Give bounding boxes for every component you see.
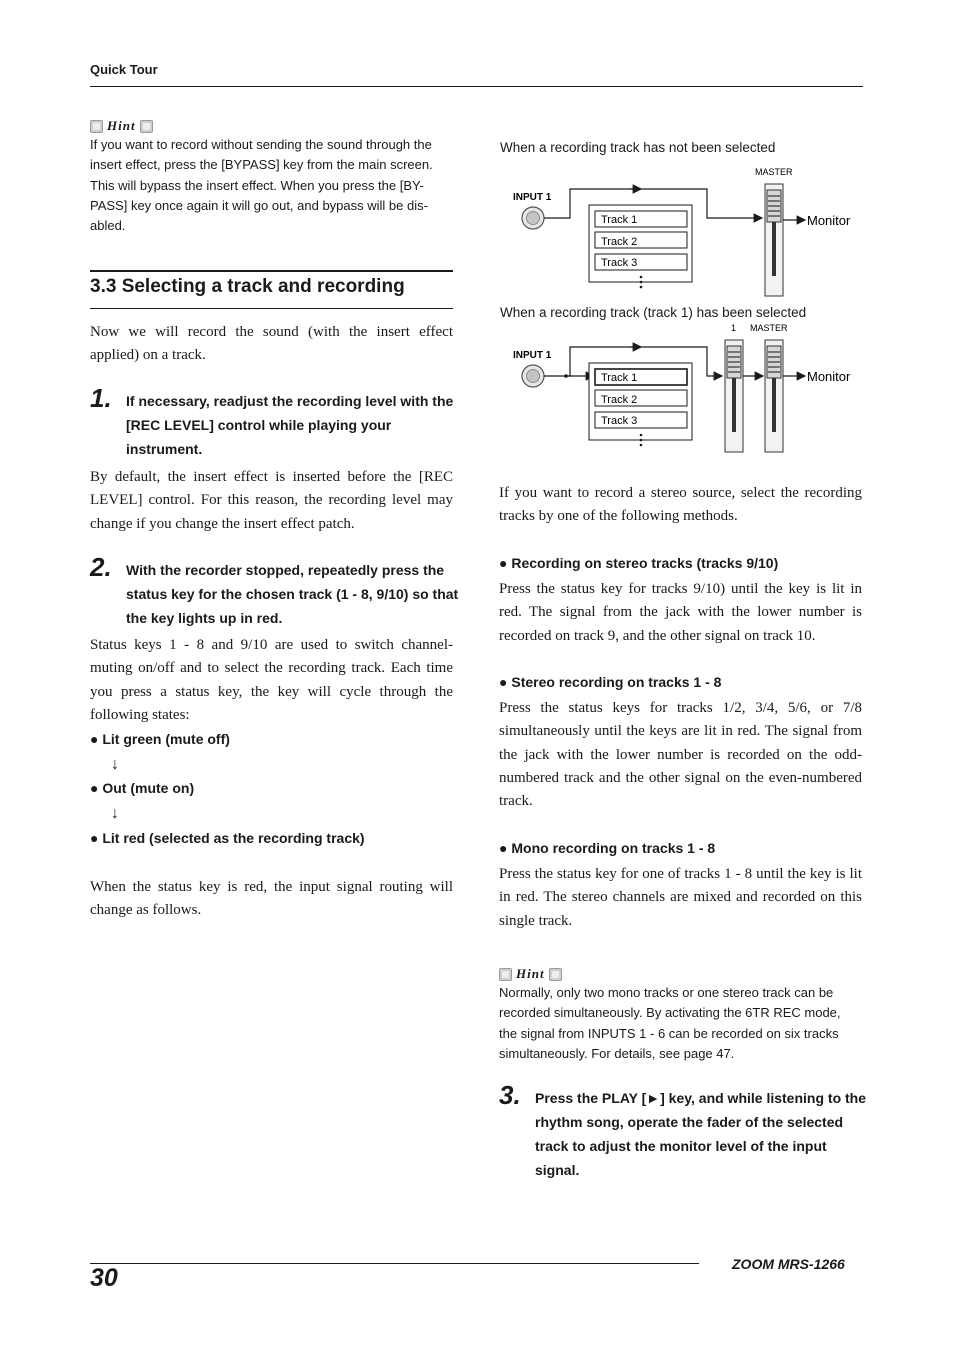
state-item: ● Lit green (mute off): [90, 731, 230, 747]
more-dot: [640, 439, 643, 442]
down-arrow-icon: ↓: [111, 756, 119, 773]
method-title: ● Recording on stereo tracks (tracks 9/10): [499, 555, 779, 571]
diagram-title: When a recording track (track 1) has been selected: [500, 305, 807, 320]
step-body: By default, the insert effect is inserted before the [REC LEVEL] control. For this reason, the recording level may change if you change the insert effect patch.: [90, 469, 453, 532]
state-label: Out (mute on): [102, 780, 195, 796]
hint-line: abled.: [90, 218, 126, 234]
master-label: MASTER: [755, 167, 793, 177]
footer-rule: [90, 1263, 699, 1264]
hint-line: Normally, only two mono tracks or one stereo track can be: [499, 985, 834, 1000]
fader1-label: 1: [731, 323, 737, 333]
state-item: ● Out (mute on): [90, 780, 195, 796]
input-label: INPUT 1: [513, 350, 552, 361]
hint-text-bottom: [499, 983, 871, 1064]
down-arrow-icon: ↓: [111, 805, 119, 822]
step-line: [REC LEVEL] control while playing your: [126, 417, 392, 433]
monitor-label: Monitor: [807, 369, 851, 384]
track-label: Track 2: [601, 236, 638, 248]
more-dot: [640, 276, 643, 279]
stereo-intro: If you want to record a stereo source, select the recording tracks by one of the following methods.: [499, 485, 862, 525]
hint-line: If you want to record without sending the sound through the: [90, 137, 432, 152]
more-dot: [640, 281, 643, 284]
header-rule: [90, 86, 863, 87]
footer-brand: ZOOM MRS-1266: [732, 1256, 845, 1272]
method-title: ● Mono recording on tracks 1 - 8: [499, 840, 716, 856]
step-instruction: [126, 558, 461, 630]
hint-square-icon: [499, 968, 512, 981]
intro-paragraph: Now we will record the sound (with the insert effect applied) on a track.: [90, 324, 453, 364]
track-label: Track 3: [601, 257, 638, 269]
input-label: INPUT 1: [513, 192, 552, 203]
hint-line: simultaneously. For details, see page 47.: [499, 1045, 735, 1061]
method-title: ● Stereo recording on tracks 1 - 8: [499, 674, 722, 690]
fader-slot: [772, 378, 776, 432]
hint-label: Hint: [516, 966, 545, 981]
fader-slot: [772, 222, 776, 276]
track-label: Track 1: [601, 214, 638, 226]
master-label: MASTER: [750, 323, 788, 333]
step-line: With the recorder stopped, repeatedly press the: [126, 562, 445, 578]
method-body: Press the status key for tracks 9/10) until the key is lit in red. The signal from the jack with the lower number is recorded on track 9, and the other signal on track 10.: [499, 581, 862, 644]
hint-line: the signal from INPUTS 1 - 6 can be recorded on six tracks: [499, 1025, 839, 1041]
hint-square-icon: [90, 120, 103, 133]
hint-square-icon: [549, 968, 562, 981]
more-dot: [640, 286, 643, 289]
section-rule-bottom: [90, 308, 453, 309]
step-line: status key for the chosen track (1 - 8, 9/10) so that: [126, 586, 459, 602]
routing-diagram-unselected: [500, 160, 860, 300]
input-jack-center: [527, 370, 540, 383]
more-dot: [640, 434, 643, 437]
diagram-title: When a recording track has not been selected: [500, 140, 776, 155]
section-title: 3.3 Selecting a track and recording: [90, 276, 405, 297]
monitor-label: Monitor: [807, 213, 851, 228]
step-line: instrument.: [126, 441, 203, 457]
step-number: 2.: [90, 552, 112, 582]
track-label: Track 1: [601, 372, 638, 384]
page-number: 30: [90, 1264, 118, 1292]
step-body: Status keys 1 - 8 and 9/10 are used to switch channel-muting on/off and to select the recording track. Each time you press a status key, the key will cycle through the following states:: [90, 637, 453, 723]
more-dot: [640, 444, 643, 447]
step-line: the key lights up in red.: [126, 610, 283, 626]
step-number: 1.: [90, 383, 112, 413]
hint-line: This will bypass the insert effect. When you press the [BY-: [90, 177, 424, 193]
track-label: Track 2: [601, 394, 638, 406]
hint-badge-bottom: [499, 966, 562, 982]
step-line: rhythm song, operate the fader of the selected: [535, 1114, 844, 1130]
section-rule-top: [90, 270, 453, 272]
input-jack-center: [527, 212, 540, 225]
step-instruction: [126, 389, 461, 461]
state-label: Lit red (selected as the recording track): [102, 830, 365, 846]
track-label: Track 3: [601, 415, 638, 427]
hint-square-icon: [140, 120, 153, 133]
hint-badge-top: [90, 118, 153, 134]
hint-label: Hint: [107, 118, 136, 133]
method-body: Press the status key for one of tracks 1 - 8 until the key is lit in red. The stereo channels are mixed and recorded on this single track.: [499, 866, 862, 929]
state-label: Lit green (mute off): [102, 731, 230, 747]
state-item: ● Lit red (selected as the recording track): [90, 830, 365, 846]
running-head: Quick Tour: [90, 62, 158, 77]
hint-line: insert effect, press the [BYPASS] key from the main screen.: [90, 157, 433, 173]
step-line: track to adjust the monitor level of the input signal.: [535, 1138, 827, 1178]
hint-line: recorded simultaneously. By activating the 6TR REC mode,: [499, 1005, 841, 1021]
step-number: 3.: [499, 1080, 521, 1110]
fader-slot: [732, 378, 736, 432]
routing-diagram-selected: [500, 318, 860, 458]
method-body: Press the status keys for tracks 1/2, 3/4, 5/6, or 7/8 simultaneously until the keys are lit in red. The signal from the jack with the lower number is recorded on the odd-numbered track and the other signal on the even-numbered track.: [499, 700, 862, 810]
method-title-text: Stereo recording on tracks 1 - 8: [511, 674, 722, 690]
method-title-text: Mono recording on tracks 1 - 8: [511, 840, 716, 856]
routing-note: When the status key is red, the input signal routing will change as follows.: [90, 879, 453, 919]
hint-line: PASS] key once again it will go out, and bypass will be dis-: [90, 197, 428, 213]
step-instruction: [535, 1086, 870, 1182]
hint-text-top: [90, 135, 462, 236]
step-line: If necessary, readjust the recording level with the: [126, 393, 454, 409]
step-line: Press the PLAY [►] key, and while listening to the: [535, 1090, 867, 1106]
method-title-text: Recording on stereo tracks (tracks 9/10): [511, 555, 779, 571]
